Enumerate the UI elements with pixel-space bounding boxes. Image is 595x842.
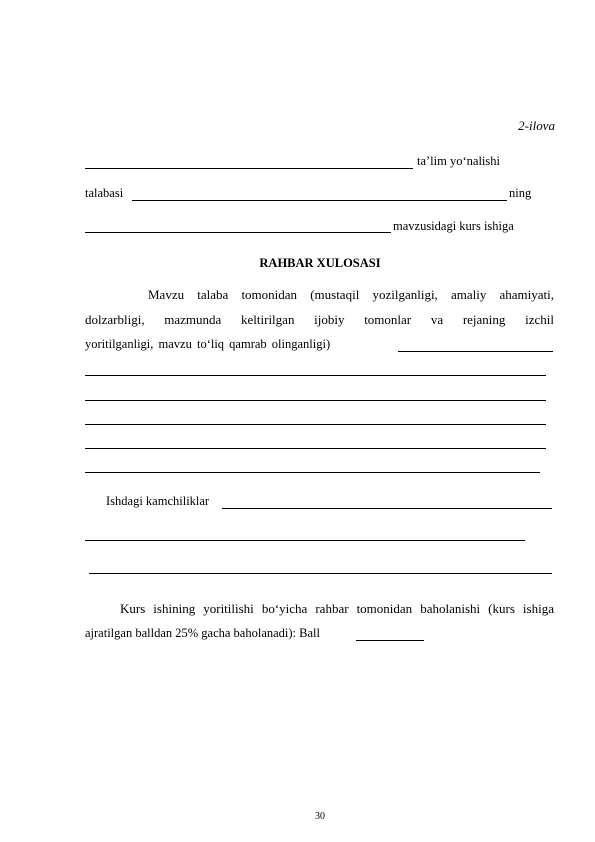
student-name-blank[interactable] — [132, 200, 507, 201]
paragraph-line-1: Mavzu talaba tomonidan (mustaqil yozilganligi, amaliy ahamiyati, — [148, 287, 554, 302]
grading-line-2: ajratilgan balldan 25% gacha baholanadi): Ball — [85, 626, 320, 640]
appendix-label: 2-ilova — [518, 118, 555, 133]
paragraph-line-2: dolzarbligi, mazmunda keltirilgan ijobiy tomonlar va rejaning izchil — [85, 312, 554, 327]
conclusion-blank-3[interactable] — [85, 424, 546, 425]
shortcomings-blank-1[interactable] — [222, 508, 552, 509]
conclusion-blank-1[interactable] — [85, 375, 546, 376]
student-suffix: ning — [509, 186, 532, 200]
conclusion-blank-5[interactable] — [85, 472, 540, 473]
shortcomings-blank-2[interactable] — [85, 540, 525, 541]
topic-blank[interactable] — [85, 232, 391, 233]
shortcomings-blank-3[interactable] — [89, 573, 552, 574]
conclusion-blank-4[interactable] — [85, 448, 546, 449]
conclusion-blank-2[interactable] — [85, 400, 546, 401]
shortcomings-label: Ishdagi kamchiliklar — [106, 494, 210, 508]
direction-suffix: ta’lim yo‘nalishi — [417, 154, 500, 168]
grading-line-1: Kurs ishining yoritilishi bo‘yicha rahbar tomonidan baholanishi (kurs ishiga — [120, 601, 554, 616]
paragraph-line-3: yoritilganligi, mavzu to‘liq qamrab olinganligi) — [85, 337, 331, 351]
ball-blank[interactable] — [356, 640, 424, 641]
page-title: RAHBAR XULOSASI — [259, 256, 381, 270]
conclusion-blank-0[interactable] — [398, 351, 553, 352]
page-number: 30 — [315, 811, 325, 822]
topic-suffix: mavzusidagi kurs ishiga — [393, 219, 514, 233]
direction-blank[interactable] — [85, 168, 413, 169]
student-prefix: talabasi — [85, 186, 124, 200]
